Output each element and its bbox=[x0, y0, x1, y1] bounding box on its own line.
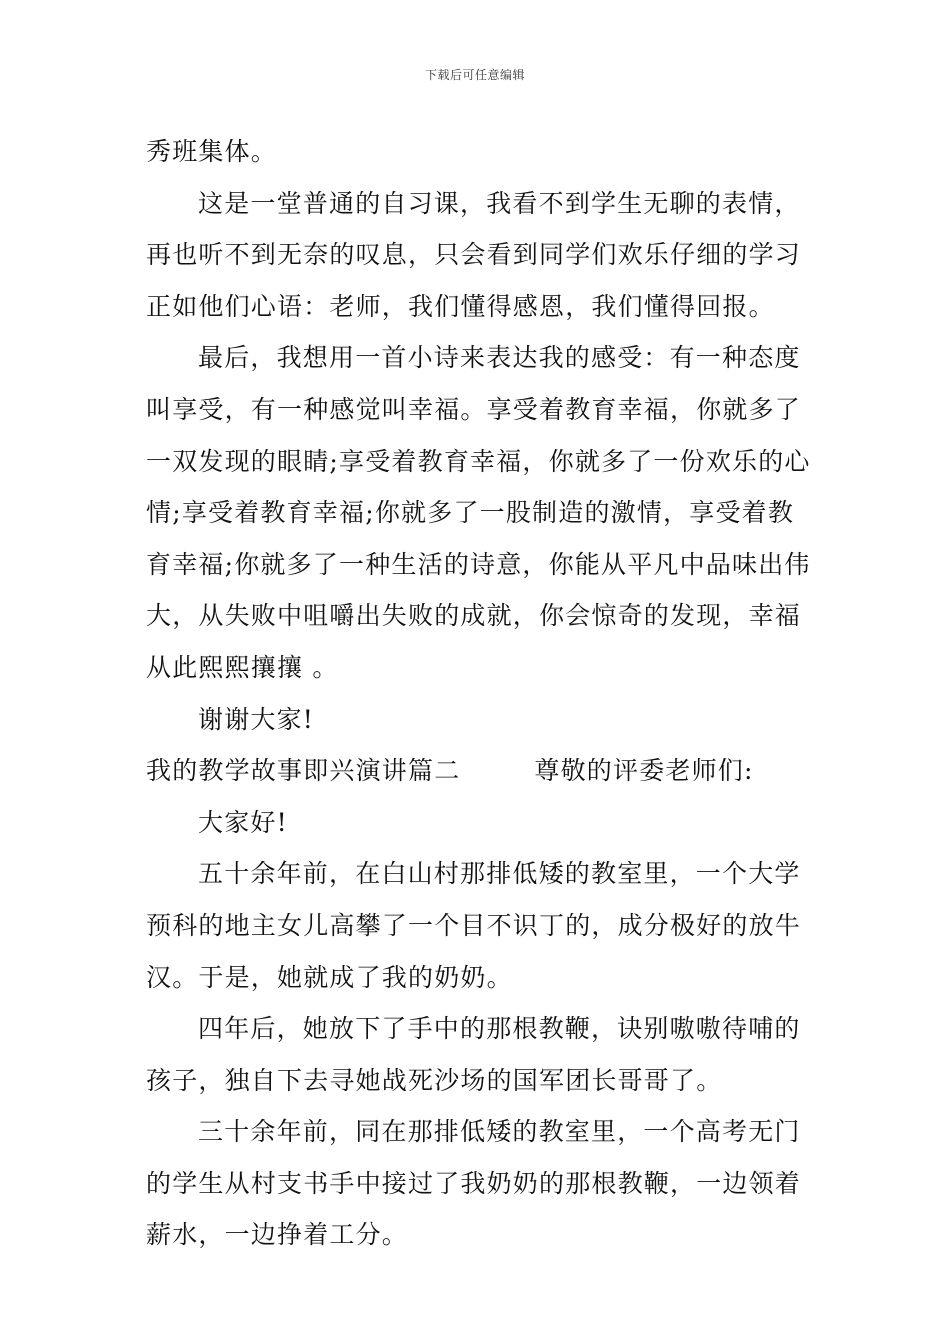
text-line: 五十余年前，在白山村那排低矮的教室里，一个大学 bbox=[198, 859, 801, 889]
text-line: 再也听不到无奈的叹息，只会看到同学们欢乐仔细的学习 bbox=[146, 240, 802, 270]
text-line: 汉。于是，她就成了我的奶奶。 bbox=[146, 962, 513, 992]
salutation: 尊敬的评委老师们: bbox=[534, 756, 754, 786]
text-line: 大，从失败中咀嚼出失败的成就，你会惊奇的发现，幸福 bbox=[146, 601, 802, 631]
page-header: 下载后可任意编辑 bbox=[424, 68, 525, 82]
text-line: 预科的地主女儿高攀了一个目不识丁的，成分极好的放牛 bbox=[146, 910, 802, 940]
section-title-line bbox=[146, 745, 811, 797]
text-line: 的学生从村支书手中接过了我奶奶的那根教鞭，一边领着 bbox=[146, 1168, 802, 1198]
text-line: 秀班集体。 bbox=[146, 137, 278, 166]
text-line: 从此熙熙攘攘 。 bbox=[146, 652, 339, 682]
document-body bbox=[146, 126, 811, 1261]
text-line: 最后，我想用一首小诗来表达我的感受：有一种态度 bbox=[198, 343, 801, 373]
text-line: 情;享受着教育幸福;你就多了一股制造的激情，享受着教 bbox=[146, 498, 795, 528]
text-line: 四年后，她放下了手中的那根教鞭，诀别嗷嗷待哺的 bbox=[198, 1014, 801, 1044]
text-line: 育幸福;你就多了一种生活的诗意，你能从平凡中品味出伟 bbox=[146, 549, 811, 579]
text-line: 谢谢大家! bbox=[198, 704, 315, 734]
text-line: 大家好! bbox=[198, 807, 288, 837]
text-line: 三十余年前，同在那排低矮的教室里，一个高考无门 bbox=[198, 1117, 801, 1147]
text-line: 叫享受，有一种感觉叫幸福。享受着教育幸福，你就多了 bbox=[146, 394, 802, 424]
text-line: 孩子，独自下去寻她战死沙场的国军团长哥哥了。 bbox=[146, 1065, 723, 1095]
text-line: 这是一堂普通的自习课，我看不到学生无聊的表情， bbox=[198, 188, 801, 218]
text-line: 一双发现的眼睛;享受着教育幸福，你就多了一份欢乐的心 bbox=[146, 446, 811, 476]
text-line: 正如他们心语：老师，我们懂得感恩，我们懂得回报。 bbox=[146, 291, 775, 321]
text-line: 薪水，一边挣着工分。 bbox=[146, 1220, 409, 1250]
section-title: 我的教学故事即兴演讲篇二 bbox=[146, 756, 461, 786]
